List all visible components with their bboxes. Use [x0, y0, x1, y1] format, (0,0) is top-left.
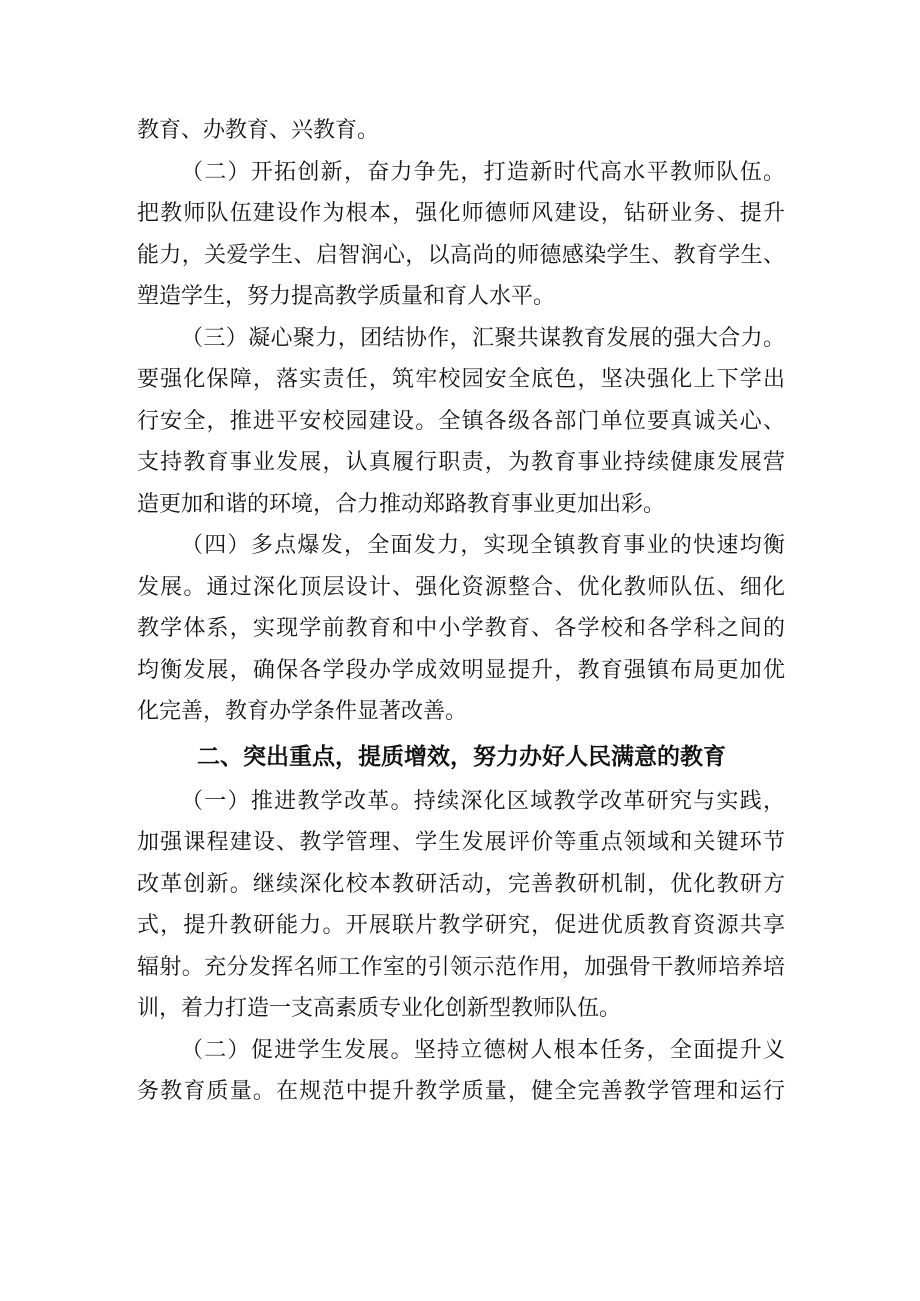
- paragraph-continuation: [137, 110, 785, 152]
- text-line: 能力，关爱学生、启智润心，以高尚的师德感染学生、教育学生、: [137, 242, 785, 268]
- text-line: （二）促进学生发展。坚持立德树人根本任务，全面提升义: [181, 1037, 785, 1063]
- text-line: （四）多点爆发，全面发力，实现全镇教育事业的快速均衡: [181, 533, 785, 558]
- text-line: 塑造学生，努力提高教学质量和育人水平。: [137, 284, 556, 309]
- text-line: （二）开拓创新，奋力争先，打造新时代高水平教师队伍。: [181, 159, 785, 185]
- text-line: 训，着力打造一支高素质专业化创新型教师队伍。: [137, 996, 622, 1021]
- text-line: 加强课程建设、教学管理、学生发展评价等重点领域和关键环节: [137, 830, 785, 855]
- text-line: 行安全，推进平安校园建设。全镇各级各部门单位要真诚关心、: [137, 408, 785, 434]
- paragraph-section-1-3: [137, 318, 785, 526]
- text-line: （一）推进教学改革。持续深化区域教学改革研究与实践，: [181, 788, 785, 814]
- paragraph-section-2-2: [137, 1030, 785, 1113]
- text-line: （三）凝心聚力，团结协作，汇聚共谋教育发展的强大合力。: [181, 325, 785, 351]
- paragraph-section-2-1: [137, 781, 785, 1030]
- text-line: 教学体系，实现学前教育和中小学教育、各学校和各学科之间的: [137, 616, 785, 641]
- text-line: 教育、办教育、兴教育。: [137, 118, 380, 143]
- section-heading: 二、突出重点，提质增效，努力办好人民满意的教育: [197, 743, 726, 770]
- text-line: 造更加和谐的环境，合力推动郑路教育事业更加出彩。: [137, 491, 666, 517]
- text-line: 式，提升教研能力。开展联片教学研究，促进优质教育资源共享: [137, 913, 785, 938]
- text-line: 均衡发展，确保各学段办学成效明显提升，教育强镇布局更加优: [137, 657, 785, 683]
- text-line: 发展。通过深化顶层设计、强化资源整合、优化教师队伍、细化: [137, 574, 785, 600]
- paragraph-section-1-4: [137, 525, 785, 733]
- text-line: 改革创新。继续深化校本教研活动，完善教研机制，优化教研方: [137, 871, 785, 897]
- document-page: [137, 110, 785, 1113]
- text-line: 支持教育事业发展，认真履行职责，为教育事业持续健康发展营: [137, 450, 785, 475]
- paragraph-section-1-2: [137, 152, 785, 318]
- text-line: 要强化保障，落实责任，筑牢校园安全底色，坚决强化上下学出: [137, 367, 785, 392]
- text-line: 把教师队伍建设作为根本，强化师德师风建设，钻研业务、提升: [137, 201, 785, 226]
- text-line: 务教育质量。在规范中提升教学质量，健全完善教学管理和运行: [137, 1079, 785, 1104]
- text-line: 辐射。充分发挥名师工作室的引领示范作用，加强骨干教师培养培: [137, 954, 785, 980]
- text-line: 化完善，教育办学条件显著改善。: [137, 699, 468, 724]
